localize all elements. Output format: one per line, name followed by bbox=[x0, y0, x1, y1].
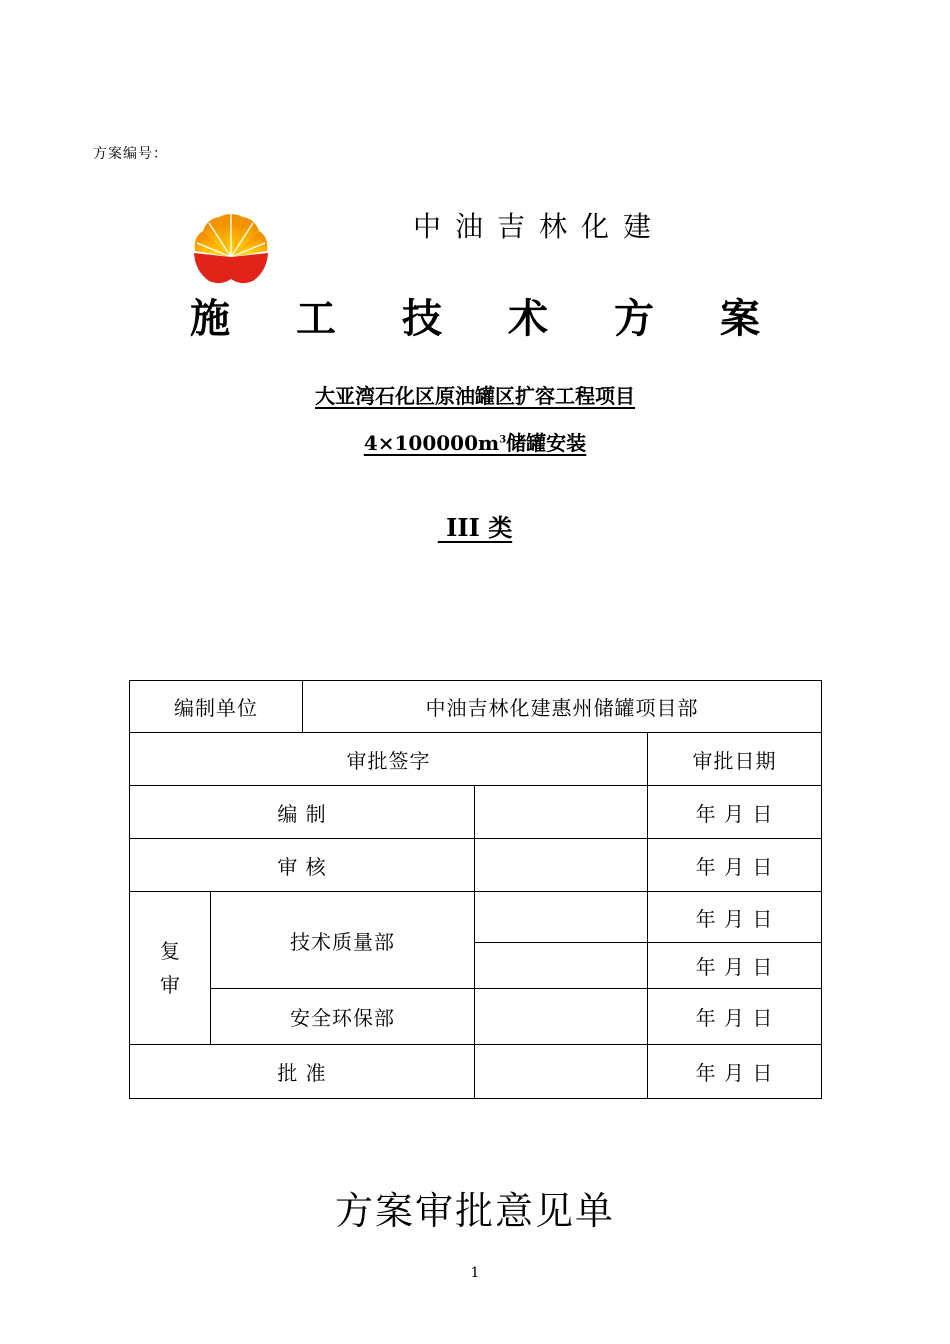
review-label: 审 核 bbox=[130, 839, 475, 892]
opinion-sheet-title: 方案审批意见单 bbox=[334, 1189, 615, 1233]
category-text: III 类 bbox=[437, 513, 513, 542]
recheck-label bbox=[130, 892, 211, 1045]
org-label: 编制单位 bbox=[130, 681, 303, 733]
sign-header: 审批签字 bbox=[130, 733, 648, 786]
compile-date: 年 月 日 bbox=[648, 786, 822, 839]
project-scope-suffix: 储罐安装 bbox=[506, 431, 587, 455]
date-header: 审批日期 bbox=[648, 733, 822, 786]
recheck-text: 复审 bbox=[160, 939, 181, 997]
review-signature-cell[interactable] bbox=[475, 839, 648, 892]
scheme-number-label: 方案编号： bbox=[93, 146, 168, 162]
superscript: 3 bbox=[499, 434, 507, 446]
tech-quality-date-2: 年 月 日 bbox=[648, 943, 822, 989]
approve-label: 批 准 bbox=[130, 1045, 475, 1099]
title-char: 施 bbox=[190, 294, 230, 342]
approve-signature-cell[interactable] bbox=[475, 1045, 648, 1099]
org-value: 中油吉林化建惠州储罐项目部 bbox=[303, 681, 822, 733]
review-date: 年 月 日 bbox=[648, 839, 822, 892]
title-char: 方 bbox=[614, 294, 654, 342]
title-char: 术 bbox=[508, 294, 548, 342]
company-name: 中油吉林化建 bbox=[413, 210, 666, 243]
safety-env-label: 安全环保部 bbox=[211, 989, 475, 1045]
approval-table bbox=[129, 680, 822, 1099]
tech-quality-signature-cell-1[interactable] bbox=[475, 892, 648, 943]
approve-date: 年 月 日 bbox=[648, 1045, 822, 1099]
title-char: 工 bbox=[296, 294, 336, 342]
project-name-line-2 bbox=[0, 427, 950, 456]
project-name-text: 大亚湾石化区原油罐区扩容工程项目 bbox=[315, 384, 635, 408]
tech-quality-signature-cell-2[interactable] bbox=[475, 943, 648, 989]
tech-quality-date-1: 年 月 日 bbox=[648, 892, 822, 943]
safety-env-signature-cell[interactable] bbox=[475, 989, 648, 1045]
page-number: 1 bbox=[470, 1265, 480, 1281]
compile-label: 编 制 bbox=[130, 786, 475, 839]
project-scope-prefix: 4×100000m bbox=[363, 431, 500, 455]
safety-env-date: 年 月 日 bbox=[648, 989, 822, 1045]
project-scope-text bbox=[364, 431, 586, 455]
company-logo-icon bbox=[191, 211, 271, 287]
title-char: 技 bbox=[402, 294, 442, 342]
tech-quality-label: 技术质量部 bbox=[211, 892, 475, 989]
category-line bbox=[0, 508, 950, 543]
title-char: 案 bbox=[720, 294, 760, 342]
compile-signature-cell[interactable] bbox=[475, 786, 648, 839]
main-title bbox=[190, 285, 760, 345]
project-name-line-1 bbox=[0, 380, 950, 409]
